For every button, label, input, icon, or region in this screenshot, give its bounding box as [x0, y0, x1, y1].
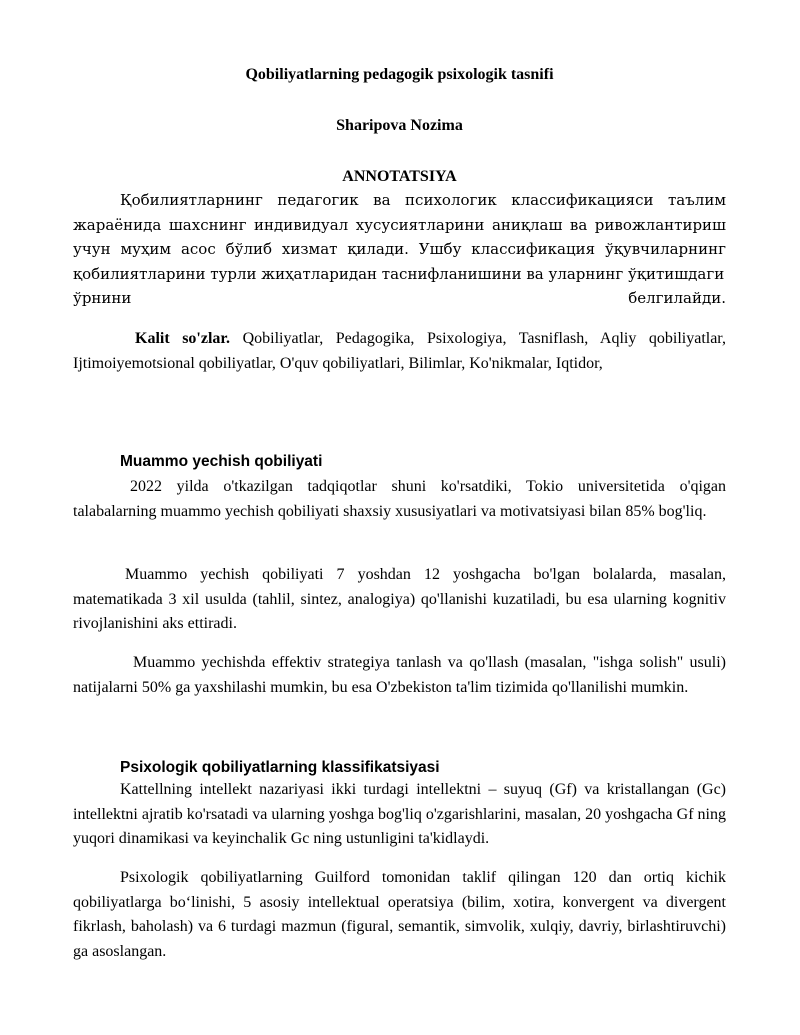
section1-paragraph-3: Muammo yechishda effektiv strategiya tanlash va qo'llash (masalan, "ishga solish" usuli) natijalarni 50% ga yaxshilashi mumkin, bu esa O'zbekiston ta'lim tizimida qo'llanilishi mumkin. [73, 654, 726, 696]
annotation-heading: ANNOTATSIYA [342, 168, 457, 185]
section2-paragraph-1: Kattellning intellekt nazariyasi ikki turdagi intellektni – suyuq (Gf) va kristallangan (Gc) intellektni ajratib ko'rsatadi va ularning yoshga bog'liq o'zgarishlarini, masalan, 20 yoshgacha Gf ning yuqori dinamikasi va keyinchalik Gc ning ustunligini ta'kidlaydi. [73, 781, 726, 847]
annotation-last-line [73, 286, 726, 311]
section1-paragraph-2: Muammo yechish qobiliyati 7 yoshdan 12 yoshgacha bo'lgan bolalarda, masalan, matematikada 3 xil usulda (tahlil, sintez, analogiya) qo'llanishi kuzatiladi, bu esa ularning kognitiv rivojlanishini aks ettiradi. [73, 566, 726, 632]
annotation-last-right: белгилайди. [628, 289, 726, 307]
annotation-paragraph [73, 188, 726, 311]
document-title: Qobiliyatlarning pedagogik psixologik tasnifi [245, 66, 554, 83]
section2-paragraph-2: Psixologik qobiliyatlarning Guilford tomonidan taklif qilingan 120 dan ortiq kichik qobiliyatlarga bo‘linishi, 5 asosiy intellektual operatsiya (bilim, xotira, konvergent va divergent fikrlash, baholash) va 6 turdagi mazmun (figural, semantik, simvolik, xulqiy, davriy, birlashtiruvchi) ga asoslangan. [73, 869, 726, 960]
section-heading-problem-solving: Muammo yechish qobiliyati [120, 453, 323, 470]
keywords-label: Kalit so'zlar. [135, 330, 231, 347]
annotation-text: Қобилиятларнинг педагогик ва психологик классификацияси таълим жараёнида шахснинг индивидуал хусусиятларини аниқлаш ва ривожлантириш учун муҳим асос бўлиб хизмат қилади. Ушбу классификация ўқувчиларнинг қобилиятларини турли жиҳатларидан таснифланишини ва уларнинг ўқитишдаги [73, 191, 726, 283]
keywords-text: Qobiliyatlar, Pedagogika, Psixologiya, Tasniflash, Aqliy qobiliyatlar, Ijtimoiyemotsional qobiliyatlar, O'quv qobiliyatlari, Bilimlar, Ko'nikmalar, Iqtidor, [73, 330, 726, 372]
section1-paragraph-1: 2022 yilda o'tkazilgan tadqiqotlar shuni ko'rsatdiki, Tokio universitetida o'qigan talabalarning muammo yechish qobiliyati shaxsiy xususiyatlari va motivatsiyasi bilan 85% bog'liq. [73, 478, 726, 520]
annotation-last-left: ўрнини [73, 289, 132, 307]
keywords-paragraph [73, 327, 726, 376]
section-heading-classification: Psixologik qobiliyatlarning klassifikatsiyasi [120, 759, 440, 776]
author-name: Sharipova Nozima [336, 117, 463, 134]
